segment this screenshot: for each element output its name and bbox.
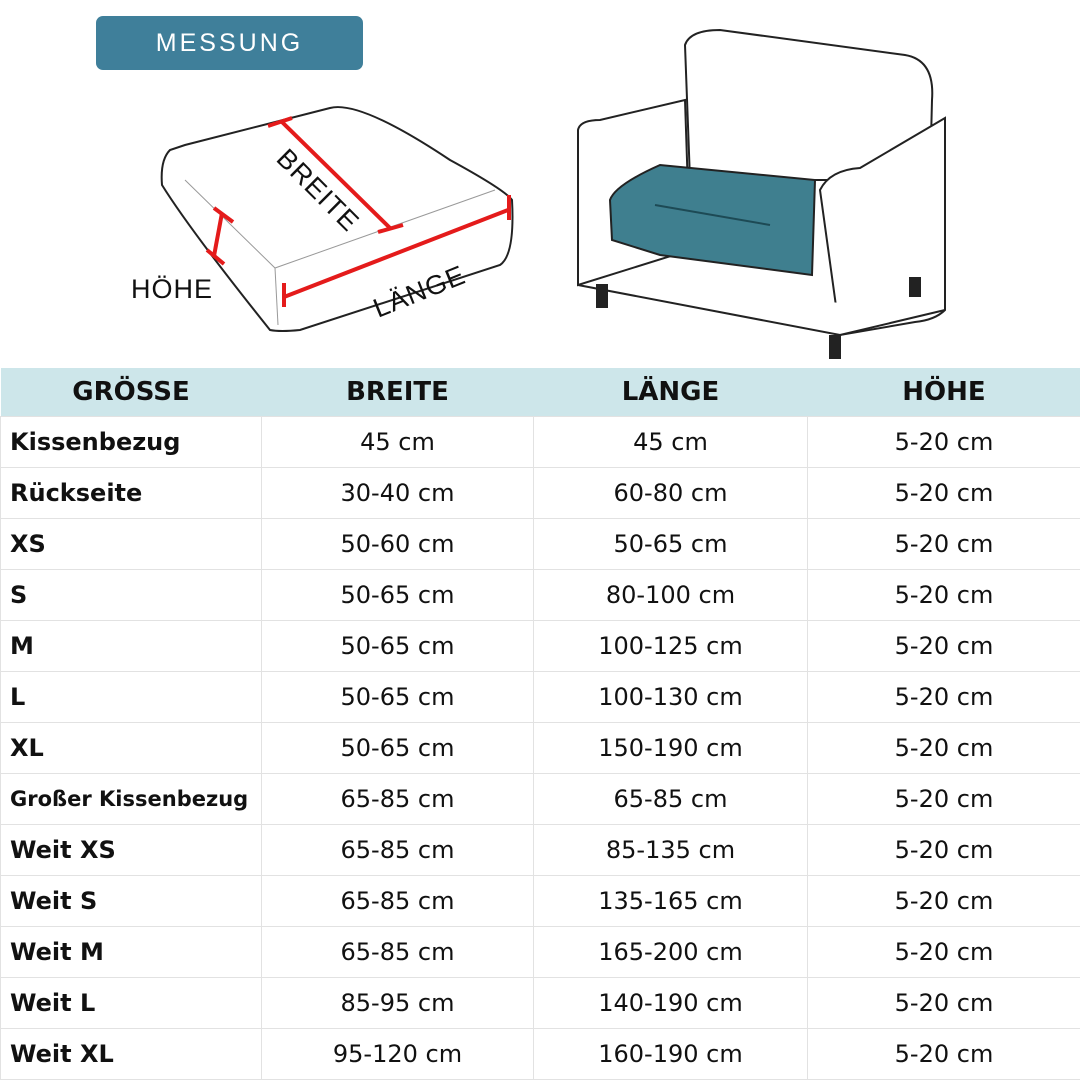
- measure-cell: 5-20 cm: [808, 519, 1080, 570]
- column-header: GRÖSSE: [1, 368, 262, 417]
- size-table: [0, 368, 1080, 1080]
- measure-cell: 45 cm: [534, 417, 808, 468]
- measure-cell: 65-85 cm: [534, 774, 808, 825]
- table-row: [1, 927, 1080, 978]
- measure-cell: 85-95 cm: [262, 978, 534, 1029]
- measure-cell: 80-100 cm: [534, 570, 808, 621]
- table-row: [1, 978, 1080, 1029]
- measure-cell: 30-40 cm: [262, 468, 534, 519]
- table-row: [1, 1029, 1080, 1080]
- size-name-cell: Weit S: [1, 876, 262, 927]
- measurement-badge: MESSUNG: [96, 16, 363, 70]
- measure-cell: 50-65 cm: [262, 570, 534, 621]
- measure-cell: 85-135 cm: [534, 825, 808, 876]
- measure-cell: 50-65 cm: [534, 519, 808, 570]
- breite-label: BREITE: [270, 143, 366, 238]
- size-name-cell: Weit XL: [1, 1029, 262, 1080]
- size-name-cell: L: [1, 672, 262, 723]
- size-name-cell: Kissenbezug: [1, 417, 262, 468]
- hoehe-label: HÖHE: [131, 274, 214, 304]
- measure-cell: 65-85 cm: [262, 774, 534, 825]
- column-header: HÖHE: [808, 368, 1080, 417]
- size-name-cell: Weit M: [1, 927, 262, 978]
- size-name-cell: XS: [1, 519, 262, 570]
- table-row: [1, 519, 1080, 570]
- measure-cell: 5-20 cm: [808, 876, 1080, 927]
- table-header-row: [1, 368, 1080, 417]
- laenge-label: LÄNGE: [369, 259, 470, 324]
- size-name-cell: Weit XS: [1, 825, 262, 876]
- measure-cell: 45 cm: [262, 417, 534, 468]
- size-name-cell: S: [1, 570, 262, 621]
- table-row: [1, 825, 1080, 876]
- measure-cell: 5-20 cm: [808, 723, 1080, 774]
- measure-cell: 50-65 cm: [262, 672, 534, 723]
- measure-cell: 5-20 cm: [808, 570, 1080, 621]
- table-row: [1, 672, 1080, 723]
- measure-cell: 5-20 cm: [808, 417, 1080, 468]
- size-name-cell: XL: [1, 723, 262, 774]
- size-name-cell: M: [1, 621, 262, 672]
- measure-cell: 65-85 cm: [262, 876, 534, 927]
- table-row: [1, 723, 1080, 774]
- measure-cell: 160-190 cm: [534, 1029, 808, 1080]
- table-row: [1, 468, 1080, 519]
- measure-cell: 5-20 cm: [808, 468, 1080, 519]
- table-row: [1, 570, 1080, 621]
- measure-cell: 5-20 cm: [808, 774, 1080, 825]
- table-row: [1, 621, 1080, 672]
- measure-cell: 60-80 cm: [534, 468, 808, 519]
- measure-cell: 150-190 cm: [534, 723, 808, 774]
- column-header: BREITE: [262, 368, 534, 417]
- table-row: [1, 417, 1080, 468]
- table-row: [1, 876, 1080, 927]
- measure-cell: 5-20 cm: [808, 621, 1080, 672]
- measure-cell: 5-20 cm: [808, 672, 1080, 723]
- size-name-cell: Rückseite: [1, 468, 262, 519]
- measure-cell: 5-20 cm: [808, 1029, 1080, 1080]
- measure-cell: 5-20 cm: [808, 825, 1080, 876]
- measure-cell: 5-20 cm: [808, 927, 1080, 978]
- table-row: [1, 774, 1080, 825]
- armchair-illustration: [578, 30, 945, 358]
- measure-cell: 100-125 cm: [534, 621, 808, 672]
- measure-cell: 100-130 cm: [534, 672, 808, 723]
- measure-cell: 65-85 cm: [262, 927, 534, 978]
- size-name-cell: Weit L: [1, 978, 262, 1029]
- measure-cell: 5-20 cm: [808, 978, 1080, 1029]
- measure-cell: 140-190 cm: [534, 978, 808, 1029]
- measure-cell: 50-60 cm: [262, 519, 534, 570]
- measure-cell: 95-120 cm: [262, 1029, 534, 1080]
- measure-cell: 65-85 cm: [262, 825, 534, 876]
- size-name-cell: Großer Kissenbezug: [1, 774, 262, 825]
- column-header: LÄNGE: [534, 368, 808, 417]
- measure-cell: 165-200 cm: [534, 927, 808, 978]
- measure-cell: 50-65 cm: [262, 621, 534, 672]
- measure-cell: 50-65 cm: [262, 723, 534, 774]
- measure-cell: 135-165 cm: [534, 876, 808, 927]
